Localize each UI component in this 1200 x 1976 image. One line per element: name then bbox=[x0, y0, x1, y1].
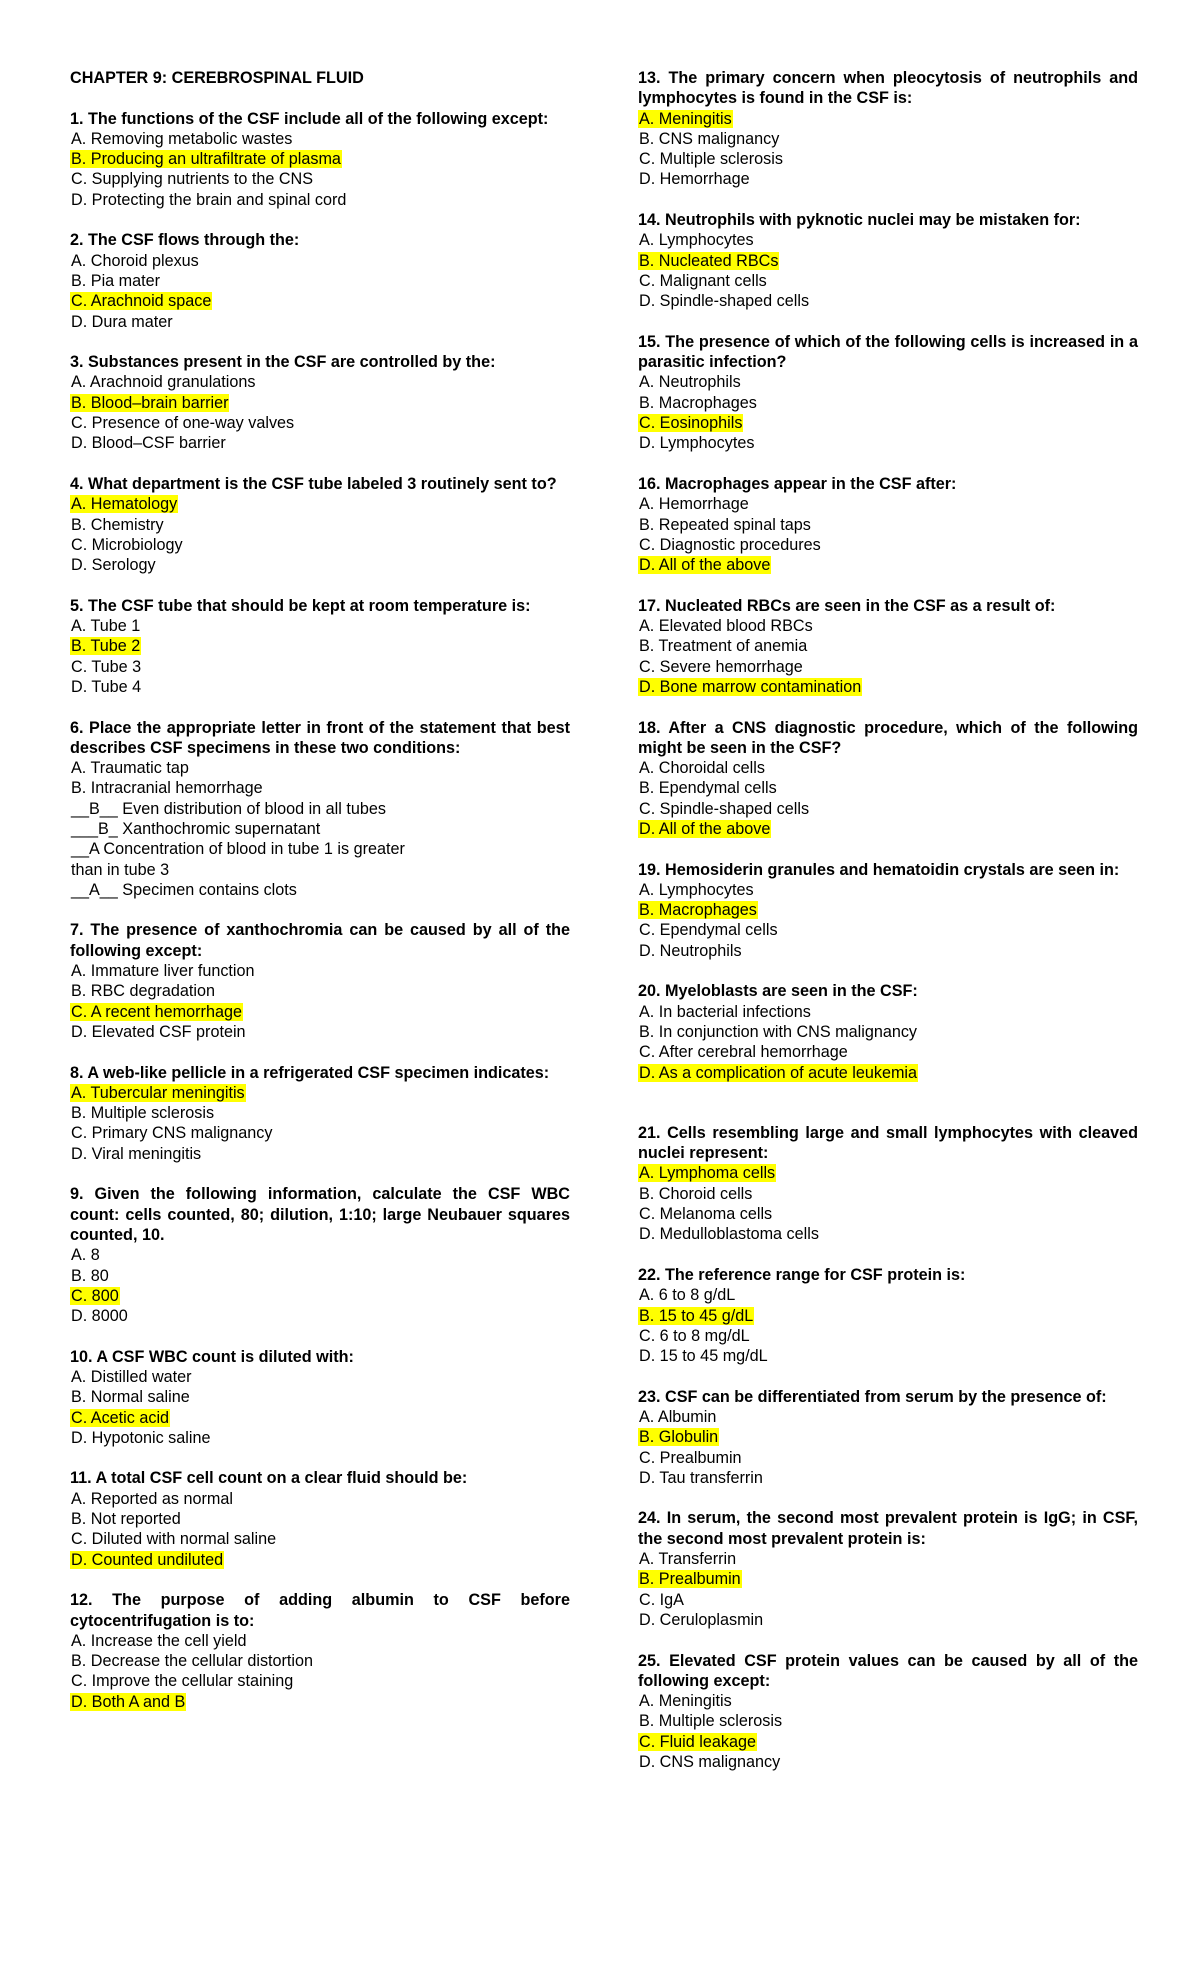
answer-option bbox=[70, 555, 570, 575]
answer-option bbox=[638, 1691, 1138, 1711]
answer-option bbox=[70, 677, 570, 697]
answer-option-text: C. Tube 3 bbox=[71, 657, 142, 676]
answer-option bbox=[70, 1671, 570, 1691]
answer-option bbox=[70, 1529, 570, 1549]
answer-option bbox=[70, 1489, 570, 1509]
question-1 bbox=[70, 109, 570, 210]
answer-option-text: D. Ceruloplasmin bbox=[639, 1610, 764, 1629]
answer-option-text: B. Choroid cells bbox=[639, 1184, 753, 1203]
question-8 bbox=[70, 1063, 570, 1164]
answer-option-text: C. Diagnostic procedures bbox=[639, 535, 821, 554]
answer-option-text: C. Melanoma cells bbox=[639, 1205, 773, 1224]
answer-option-text: B. Blood–brain barrier bbox=[71, 393, 229, 412]
question-stem: 19. Hemosiderin granules and hematoidin crystals are seen in: bbox=[638, 860, 1120, 879]
answer-option-text: D. Elevated CSF protein bbox=[71, 1022, 246, 1041]
answer-option bbox=[638, 535, 1138, 555]
answer-option-text: D. Counted undiluted bbox=[71, 1550, 224, 1569]
answer-option bbox=[638, 616, 1138, 636]
answer-option bbox=[70, 129, 570, 149]
answer-option bbox=[70, 1428, 570, 1448]
answer-option-text: A. Albumin bbox=[639, 1408, 717, 1426]
answer-option-text: B. Repeated spinal taps bbox=[639, 515, 811, 534]
answer-option bbox=[70, 251, 570, 271]
answer-option-text: A. Choroid plexus bbox=[71, 251, 199, 270]
answer-option-text: A. Removing metabolic wastes bbox=[71, 129, 293, 148]
page-title: CHAPTER 9: CEREBROSPINAL FLUID bbox=[70, 69, 364, 87]
answer-option-text: D. Both A and B bbox=[71, 1692, 186, 1711]
answer-option bbox=[70, 1509, 570, 1529]
question-9 bbox=[70, 1184, 570, 1326]
highlighted-answer bbox=[638, 555, 1138, 575]
answer-option-text: B. Multiple sclerosis bbox=[71, 1104, 215, 1123]
answer-option-text: C. Supplying nutrients to the CNS bbox=[71, 170, 314, 189]
question-11 bbox=[70, 1468, 570, 1569]
question-stem: 13. The primary concern when pleocytosis of neutrophils and lymphocytes is found in the CSF is: bbox=[638, 69, 1138, 108]
answer-option bbox=[638, 271, 1138, 291]
highlighted-answer bbox=[70, 291, 570, 311]
question-stem: 24. In serum, the second most prevalent protein is IgG; in CSF, the second most prevalent protein is: bbox=[638, 1509, 1138, 1548]
answer-option-text: B. Nucleated RBCs bbox=[639, 251, 779, 270]
answer-option-text: D. As a complication of acute leukemia bbox=[639, 1063, 918, 1082]
answer-option-text: D. All of the above bbox=[639, 556, 771, 575]
question-stem: 2. The CSF flows through the: bbox=[70, 231, 300, 250]
answer-option-text: D. CNS malignancy bbox=[639, 1753, 781, 1772]
answer-option-text: B. 80 bbox=[71, 1266, 109, 1285]
question-9 bbox=[638, 1123, 1138, 1245]
answer-option bbox=[70, 860, 570, 880]
question-stem: 12. The purpose of adding albumin to CSF before cytocentrifugation is to: bbox=[70, 1591, 570, 1630]
highlighted-answer bbox=[638, 1306, 1138, 1326]
answer-option bbox=[638, 1326, 1138, 1346]
question-stem: 4. What department is the CSF tube labeled 3 routinely sent to? bbox=[70, 474, 557, 493]
answer-option-text: C. After cerebral hemorrhage bbox=[639, 1043, 848, 1062]
answer-option-text: C. Malignant cells bbox=[639, 271, 767, 290]
answer-option bbox=[638, 291, 1138, 311]
question-stem: 8. A web-like pellicle in a refrigerated CSF specimen indicates: bbox=[70, 1063, 550, 1082]
answer-option bbox=[70, 1144, 570, 1164]
answer-option-text: C. Arachnoid space bbox=[71, 292, 212, 311]
answer-option-text: A. 8 bbox=[71, 1246, 100, 1265]
answer-option-text: B. Chemistry bbox=[71, 515, 164, 534]
answer-option-text: C. Spindle-shaped cells bbox=[639, 799, 810, 818]
highlighted-answer bbox=[638, 1569, 1138, 1589]
question-2 bbox=[638, 210, 1138, 311]
answer-option-text: A. Tubercular meningitis bbox=[71, 1083, 245, 1102]
question-8 bbox=[638, 981, 1138, 1082]
left-column bbox=[70, 68, 570, 1732]
answer-option bbox=[70, 1306, 570, 1326]
question-12 bbox=[638, 1508, 1138, 1630]
answer-option bbox=[70, 778, 570, 798]
answer-option-text: D. Dura mater bbox=[71, 312, 173, 331]
answer-option-text: D. Neutrophils bbox=[639, 941, 742, 960]
answer-option bbox=[638, 1022, 1138, 1042]
question-stem: 3. Substances present in the CSF are controlled by the: bbox=[70, 353, 496, 372]
question-3 bbox=[70, 352, 570, 453]
answer-option-text: A. In bacterial infections bbox=[639, 1002, 811, 1021]
answer-option-text: than in tube 3 bbox=[71, 860, 170, 879]
answer-option-text: D. Tau transferrin bbox=[639, 1468, 763, 1487]
answer-option bbox=[70, 961, 570, 981]
question-stem: 7. The presence of xanthochromia can be caused by all of the following except: bbox=[70, 921, 570, 960]
answer-option-text: D. Protecting the brain and spinal cord bbox=[71, 190, 347, 209]
right-question-list bbox=[638, 68, 1138, 1772]
highlighted-answer bbox=[638, 251, 1138, 271]
answer-option-text: D. Serology bbox=[71, 556, 156, 575]
question-10 bbox=[638, 1265, 1138, 1366]
answer-option-text: B. In conjunction with CNS malignancy bbox=[639, 1022, 918, 1041]
answer-option-text: B. Macrophages bbox=[639, 393, 757, 412]
answer-option-text: C. Ependymal cells bbox=[639, 921, 778, 940]
question-stem: 18. After a CNS diagnostic procedure, which of the following might be seen in the CSF? bbox=[638, 718, 1138, 757]
answer-option bbox=[70, 657, 570, 677]
question-10 bbox=[70, 1347, 570, 1448]
answer-option-text: A. Increase the cell yield bbox=[71, 1631, 247, 1650]
answer-option bbox=[638, 1549, 1138, 1569]
highlighted-answer bbox=[70, 1083, 570, 1103]
answer-option bbox=[70, 190, 570, 210]
answer-option bbox=[70, 1266, 570, 1286]
highlighted-answer bbox=[638, 109, 1138, 129]
answer-option-text: A. Neutrophils bbox=[639, 373, 741, 392]
answer-option bbox=[638, 149, 1138, 169]
answer-option-text: A. Lymphocytes bbox=[639, 231, 754, 250]
answer-option-text: D. Spindle-shaped cells bbox=[639, 292, 810, 311]
answer-option bbox=[638, 494, 1138, 514]
question-stem: 6. Place the appropriate letter in front of the statement that best describes CSF specimens in these two conditions: bbox=[70, 718, 570, 757]
answer-option-text: B. Normal saline bbox=[71, 1388, 190, 1407]
answer-option bbox=[638, 433, 1138, 453]
answer-option-text: D. Viral meningitis bbox=[71, 1144, 202, 1163]
answer-option-text: C. Severe hemorrhage bbox=[639, 657, 803, 676]
answer-option-text: B. Treatment of anemia bbox=[639, 637, 808, 656]
answer-option bbox=[70, 819, 570, 839]
answer-option-text: C. Prealbumin bbox=[639, 1448, 742, 1467]
answer-option bbox=[70, 1651, 570, 1671]
answer-option bbox=[638, 1590, 1138, 1610]
highlighted-answer bbox=[70, 494, 570, 514]
answer-option bbox=[70, 433, 570, 453]
question-6 bbox=[70, 718, 570, 901]
answer-option-text: B. Producing an ultrafiltrate of plasma bbox=[71, 150, 341, 169]
question-stem: 9. Given the following information, calculate the CSF WBC count: cells counted, 80; dilution, 1:10; large Neubauer squares counted, 10. bbox=[70, 1185, 570, 1244]
left-question-list bbox=[70, 109, 570, 1712]
answer-option-text: A. Lymphocytes bbox=[639, 880, 754, 899]
highlighted-answer bbox=[70, 1408, 570, 1428]
answer-option bbox=[638, 1224, 1138, 1244]
question-3 bbox=[638, 332, 1138, 454]
answer-option-text: D. Tube 4 bbox=[71, 677, 142, 696]
answer-option bbox=[638, 1204, 1138, 1224]
highlighted-answer bbox=[638, 1063, 1138, 1083]
answer-option-text: A. Lymphoma cells bbox=[639, 1164, 776, 1183]
answer-option-text: __B__ Even distribution of blood in all tubes bbox=[71, 799, 386, 818]
question-13 bbox=[638, 1651, 1138, 1773]
question-stem: 11. A total CSF cell count on a clear fluid should be: bbox=[70, 1469, 468, 1488]
question-stem: 15. The presence of which of the following cells is increased in a parasitic infection? bbox=[638, 332, 1138, 372]
answer-option bbox=[70, 1103, 570, 1123]
answer-option-text: C. 800 bbox=[71, 1286, 119, 1305]
question-7 bbox=[70, 920, 570, 1042]
answer-option-text: A. Transferrin bbox=[639, 1550, 737, 1569]
question-7 bbox=[638, 860, 1138, 961]
answer-option-text: C. Acetic acid bbox=[71, 1408, 170, 1427]
highlighted-answer bbox=[638, 1732, 1138, 1752]
question-12 bbox=[70, 1590, 570, 1712]
question-stem: 17. Nucleated RBCs are seen in the CSF as a result of: bbox=[638, 596, 1056, 615]
answer-option bbox=[70, 1022, 570, 1042]
answer-option bbox=[638, 1448, 1138, 1468]
answer-option-text: D. All of the above bbox=[639, 819, 771, 838]
highlighted-answer bbox=[70, 1550, 570, 1570]
answer-option-text: A. Arachnoid granulations bbox=[71, 373, 256, 392]
answer-option bbox=[70, 1631, 570, 1651]
answer-option bbox=[638, 1002, 1138, 1022]
answer-option-text: A. Hematology bbox=[71, 495, 178, 514]
answer-option-text: C. Improve the cellular staining bbox=[71, 1672, 294, 1691]
question-stem: 21. Cells resembling large and small lymphocytes with cleaved nuclei represent: bbox=[638, 1123, 1138, 1163]
answer-option bbox=[70, 880, 570, 900]
answer-option bbox=[638, 129, 1138, 149]
question-2 bbox=[70, 230, 570, 331]
question-stem: 23. CSF can be differentiated from serum by the presence of: bbox=[638, 1387, 1107, 1406]
question-stem: 20. Myeloblasts are seen in the CSF: bbox=[638, 982, 918, 1001]
highlighted-answer bbox=[638, 819, 1138, 839]
answer-option bbox=[638, 169, 1138, 189]
answer-option bbox=[638, 1184, 1138, 1204]
question-stem: 22. The reference range for CSF protein is: bbox=[638, 1265, 966, 1284]
answer-option-text: D. Hemorrhage bbox=[639, 170, 750, 189]
answer-option-text: A. Choroidal cells bbox=[639, 759, 765, 778]
answer-option bbox=[70, 1123, 570, 1143]
answer-option bbox=[70, 372, 570, 392]
question-stem: 25. Elevated CSF protein values can be caused by all of the following except: bbox=[638, 1651, 1138, 1690]
answer-option bbox=[70, 1245, 570, 1265]
highlighted-answer bbox=[70, 636, 570, 656]
answer-option-text: D. 8000 bbox=[71, 1307, 128, 1326]
answer-option bbox=[638, 1346, 1138, 1366]
question-stem: 10. A CSF WBC count is diluted with: bbox=[70, 1347, 354, 1366]
answer-option bbox=[638, 1711, 1138, 1731]
highlighted-answer bbox=[638, 900, 1138, 920]
question-5 bbox=[70, 596, 570, 697]
answer-option bbox=[638, 1468, 1138, 1488]
answer-option bbox=[638, 636, 1138, 656]
answer-option-text: C. A recent hemorrhage bbox=[71, 1002, 242, 1021]
answer-option bbox=[638, 880, 1138, 900]
answer-option bbox=[70, 169, 570, 189]
answer-option bbox=[638, 1610, 1138, 1630]
answer-option-text: D. Hypotonic saline bbox=[71, 1428, 211, 1447]
answer-option bbox=[638, 941, 1138, 961]
answer-option-text: D. 15 to 45 mg/dL bbox=[639, 1347, 768, 1366]
answer-option-text: C. Eosinophils bbox=[639, 414, 743, 433]
answer-option bbox=[70, 799, 570, 819]
answer-option-text: B. Intracranial hemorrhage bbox=[71, 779, 263, 798]
answer-option-text: A. Elevated blood RBCs bbox=[639, 617, 813, 636]
answer-option bbox=[638, 372, 1138, 392]
answer-option-text: B. 15 to 45 g/dL bbox=[639, 1306, 754, 1325]
answer-option bbox=[70, 271, 570, 291]
question-stem: 5. The CSF tube that should be kept at room temperature is: bbox=[70, 596, 531, 615]
answer-option-text: C. IgA bbox=[639, 1590, 684, 1609]
answer-option-text: C. Primary CNS malignancy bbox=[71, 1124, 273, 1143]
answer-option bbox=[638, 515, 1138, 535]
answer-option-text: A. Distilled water bbox=[71, 1368, 192, 1386]
answer-option bbox=[70, 413, 570, 433]
answer-option bbox=[70, 535, 570, 555]
question-1 bbox=[638, 68, 1138, 190]
answer-option-text: B. Ependymal cells bbox=[639, 779, 777, 798]
answer-option bbox=[638, 1285, 1138, 1305]
answer-option bbox=[638, 799, 1138, 819]
answer-option-text: C. Microbiology bbox=[71, 535, 183, 554]
answer-option-text: B. Globulin bbox=[639, 1428, 719, 1447]
question-stem: 16. Macrophages appear in the CSF after: bbox=[638, 474, 957, 493]
answer-option-text: B. Pia mater bbox=[71, 271, 161, 290]
answer-option-text: C. Fluid leakage bbox=[639, 1732, 756, 1751]
answer-option bbox=[70, 758, 570, 778]
answer-option-text: __A__ Specimen contains clots bbox=[71, 880, 297, 899]
answer-option-text: D. Bone marrow contamination bbox=[639, 677, 862, 696]
answer-option bbox=[70, 1367, 570, 1387]
answer-option-text: A. Meningitis bbox=[639, 1692, 732, 1711]
highlighted-answer bbox=[638, 1427, 1138, 1447]
answer-option-text: C. 6 to 8 mg/dL bbox=[639, 1326, 750, 1345]
answer-option-text: B. Macrophages bbox=[639, 901, 757, 920]
highlighted-answer bbox=[70, 1286, 570, 1306]
answer-option bbox=[70, 839, 570, 859]
answer-option-text: C. Multiple sclerosis bbox=[639, 150, 783, 169]
answer-option-text: C. Diluted with normal saline bbox=[71, 1530, 277, 1549]
answer-option-text: ___B_ Xanthochromic supernatant bbox=[71, 819, 321, 838]
answer-option bbox=[70, 1387, 570, 1407]
answer-option-text: D. Medulloblastoma cells bbox=[639, 1225, 819, 1244]
right-column bbox=[638, 68, 1138, 1793]
answer-option bbox=[638, 1752, 1138, 1772]
highlighted-answer bbox=[70, 393, 570, 413]
answer-option-text: C. Presence of one-way valves bbox=[71, 414, 295, 433]
answer-option-text: B. Multiple sclerosis bbox=[639, 1712, 783, 1731]
answer-option-text: A. Reported as normal bbox=[71, 1489, 233, 1508]
answer-option-text: B. RBC degradation bbox=[71, 982, 215, 1001]
answer-option bbox=[638, 920, 1138, 940]
answer-option-text: B. Not reported bbox=[71, 1510, 181, 1529]
answer-option bbox=[70, 515, 570, 535]
answer-option-text: D. Blood–CSF barrier bbox=[71, 434, 226, 453]
highlighted-answer bbox=[70, 149, 570, 169]
answer-option bbox=[638, 657, 1138, 677]
question-stem: 14. Neutrophils with pyknotic nuclei may be mistaken for: bbox=[638, 211, 1081, 230]
answer-option bbox=[638, 393, 1138, 413]
answer-option bbox=[638, 758, 1138, 778]
answer-option-text: __A Concentration of blood in tube 1 is greater bbox=[71, 840, 405, 859]
answer-option bbox=[638, 1407, 1138, 1427]
question-stem: 1. The functions of the CSF include all of the following except: bbox=[70, 109, 549, 128]
highlighted-answer bbox=[638, 1163, 1138, 1183]
answer-option bbox=[638, 778, 1138, 798]
answer-option-text: A. Meningitis bbox=[639, 109, 732, 128]
question-4 bbox=[70, 474, 570, 575]
answer-option bbox=[70, 981, 570, 1001]
answer-option-text: D. Lymphocytes bbox=[639, 434, 755, 453]
answer-option-text: A. Tube 1 bbox=[71, 617, 141, 636]
question-5 bbox=[638, 596, 1138, 697]
question-6 bbox=[638, 718, 1138, 840]
question-11 bbox=[638, 1387, 1138, 1488]
answer-option-text: B. Tube 2 bbox=[71, 637, 141, 656]
answer-option-text: A. Hemorrhage bbox=[639, 495, 749, 514]
highlighted-answer bbox=[70, 1692, 570, 1712]
answer-option bbox=[70, 616, 570, 636]
highlighted-answer bbox=[638, 677, 1138, 697]
answer-option bbox=[638, 1042, 1138, 1062]
answer-option-text: A. Immature liver function bbox=[71, 962, 255, 981]
answer-option-text: A. Traumatic tap bbox=[71, 759, 189, 778]
highlighted-answer bbox=[638, 413, 1138, 433]
answer-option-text: B. CNS malignancy bbox=[639, 129, 780, 148]
answer-option-text: A. 6 to 8 g/dL bbox=[639, 1286, 736, 1305]
answer-option bbox=[638, 230, 1138, 250]
highlighted-answer bbox=[70, 1002, 570, 1022]
answer-option-text: B. Decrease the cellular distortion bbox=[71, 1652, 314, 1671]
answer-option-text: B. Prealbumin bbox=[639, 1570, 741, 1589]
question-4 bbox=[638, 474, 1138, 575]
answer-option bbox=[70, 312, 570, 332]
